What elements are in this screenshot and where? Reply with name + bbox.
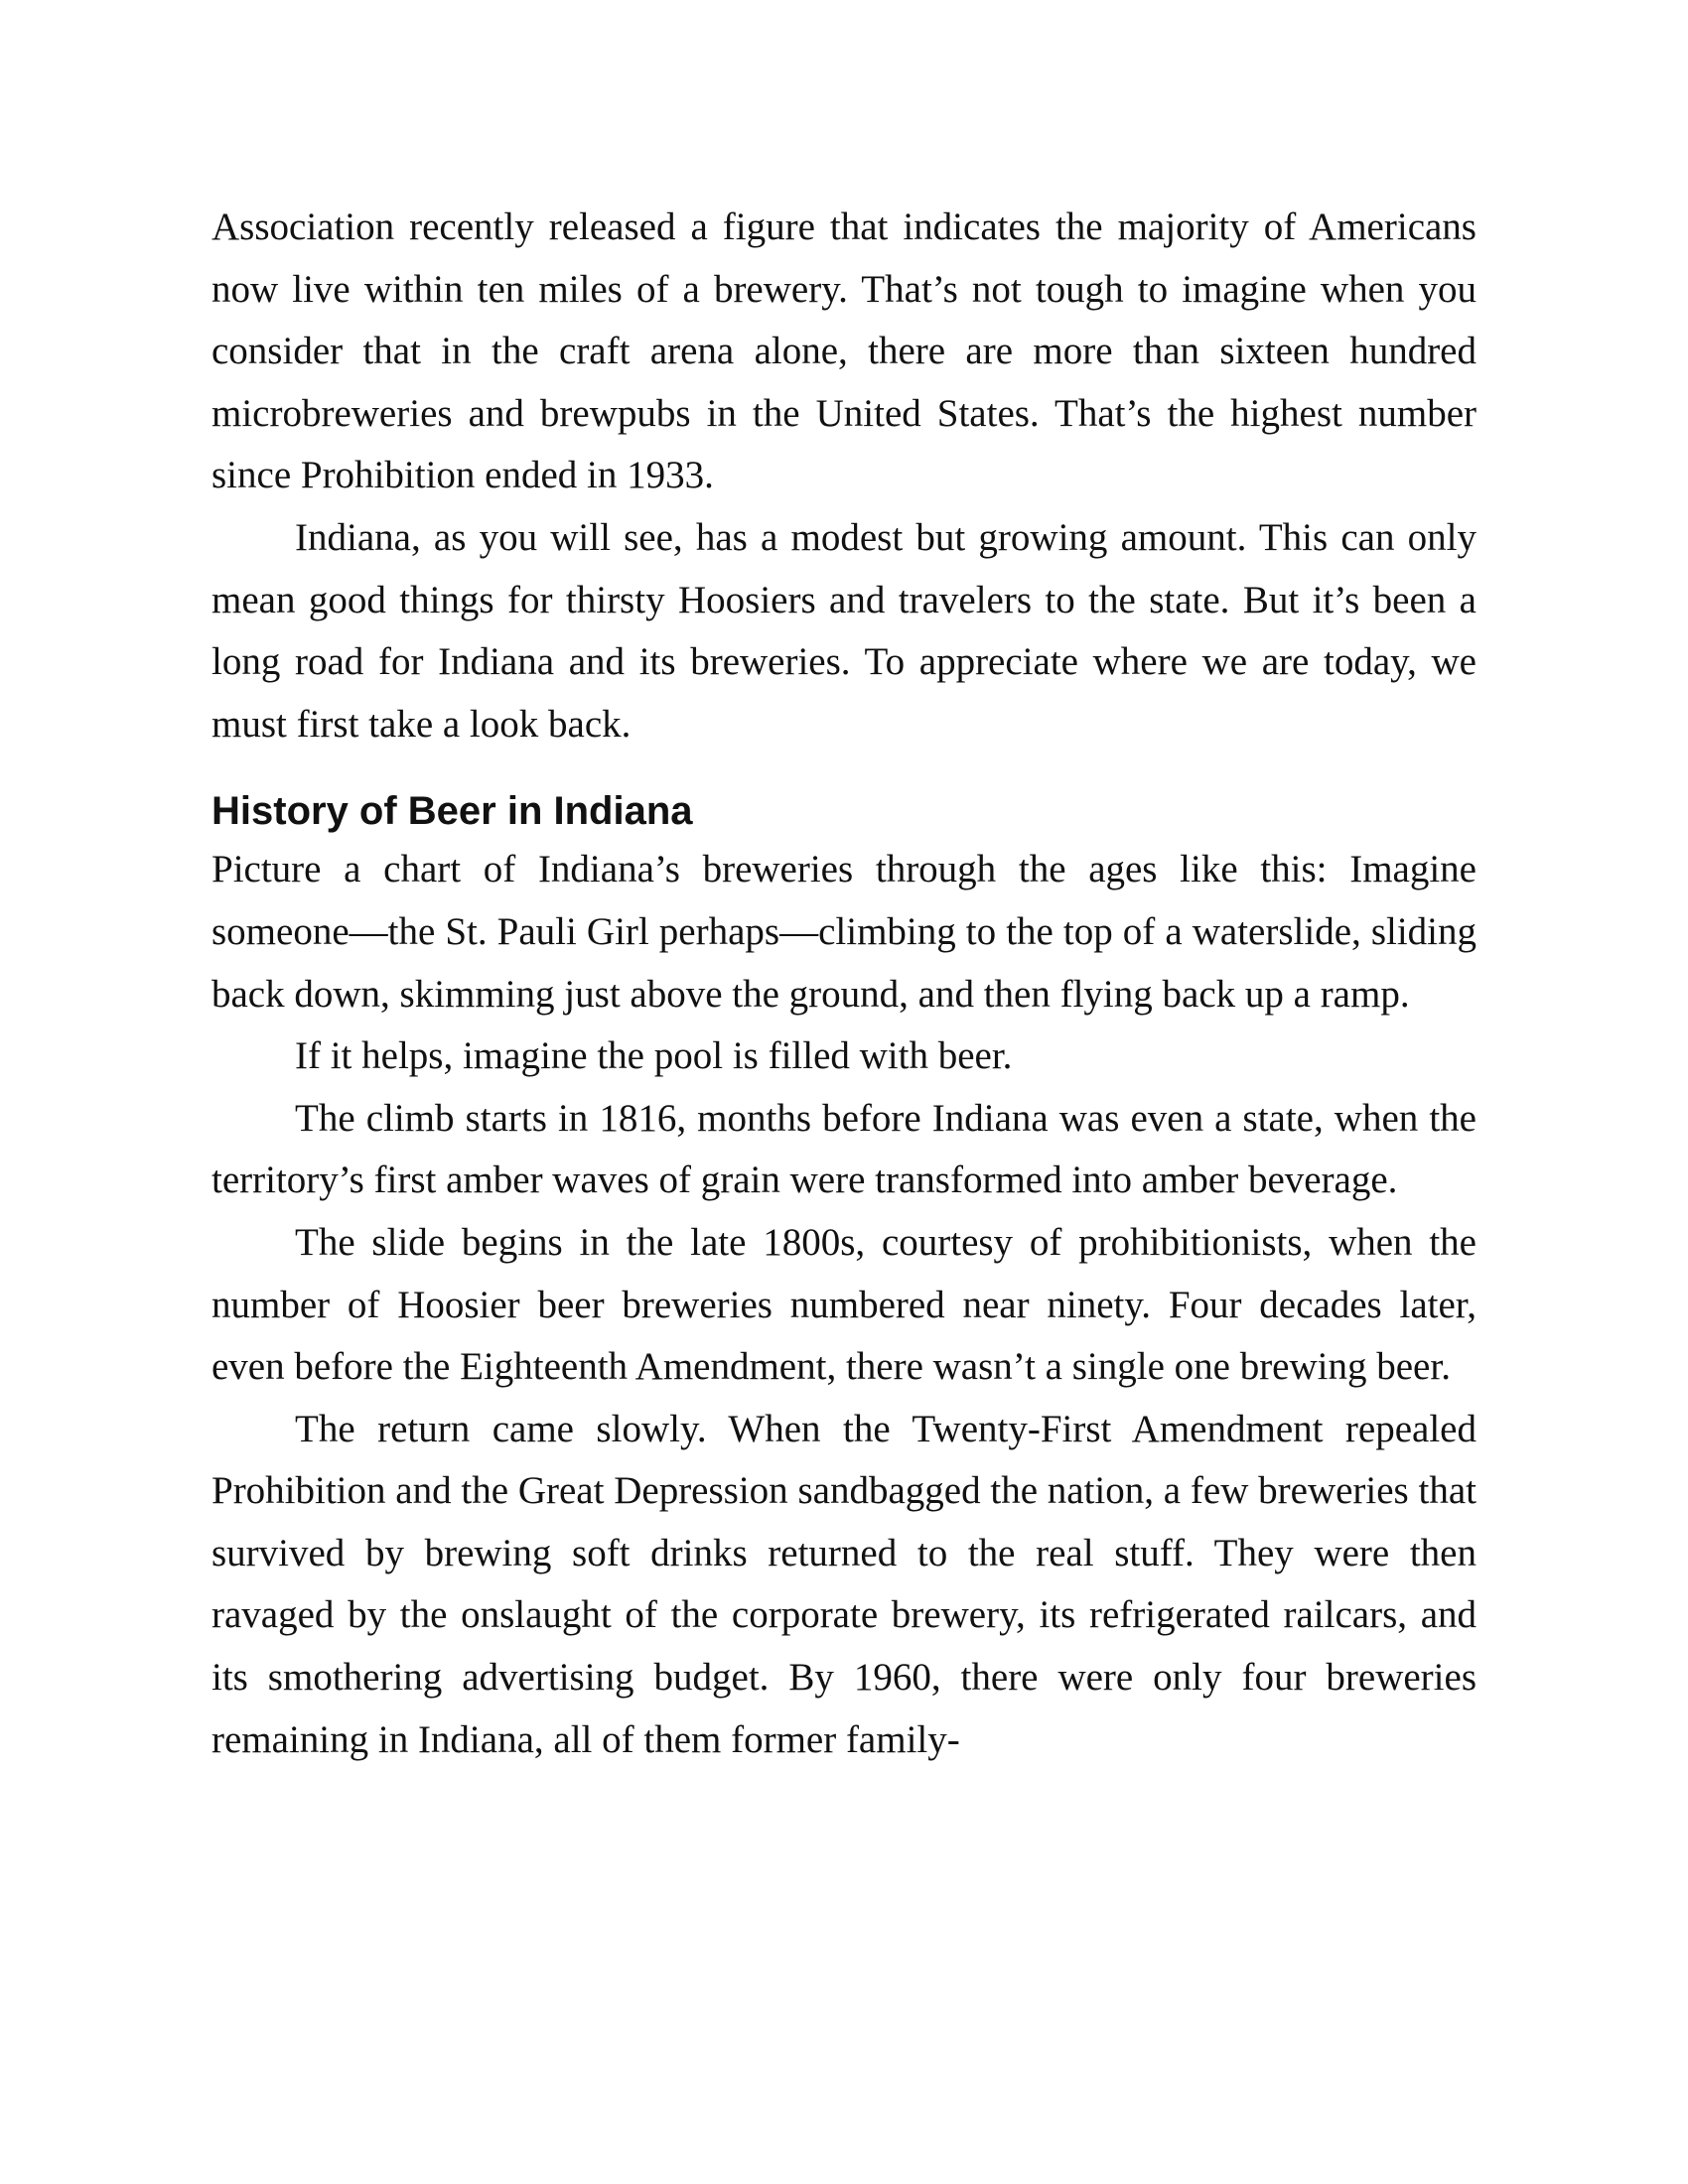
paragraph-waterslide: Picture a chart of Indiana’s breweries through the ages like this: Imagine someone—the St. Pauli Girl perhaps—climbing to the top of a waterslide, sliding back down, skimming just above the ground, and then flying back up a ramp. xyxy=(211,848,1477,1016)
paragraph-continued: Association recently released a figure that indicates the majority of Americans now live within ten miles of a brewery. That’s not tough to imagine when you consider that in the craft arena alone, there are more than sixteen hundred microbreweries and brewpubs in the United States. That’s the highest number since Prohibition ended in 1933. xyxy=(211,205,1477,497)
paragraph-return: The return came slowly. When the Twenty-First Amendment repealed Prohibition and the Great Depression sandbagged the nation, a few breweries that survived by brewing soft drinks returned to the real stuff. They were then ravaged by the onslaught of the corporate brewery, its refrigerated railcars, and its smothering advertising budget. By 1960, there were only four breweries remaining in Indiana, all of them former family- xyxy=(211,1407,1477,1761)
book-page xyxy=(211,197,1477,1771)
section-heading: History of Beer in Indiana xyxy=(211,789,693,834)
paragraph-slide: The slide begins in the late 1800s, courtesy of prohibitionists, when the number of Hoosier beer breweries numbered near ninety. Four decades later, even before the Eighteenth Amendment, there wasn’t a single one brewing beer. xyxy=(211,1220,1477,1389)
paragraph-climb: The climb starts in 1816, months before Indiana was even a state, when the territory’s first amber waves of grain were transformed into amber beverage. xyxy=(211,1096,1477,1202)
paragraph-pool: If it helps, imagine the pool is filled with beer. xyxy=(295,1034,1013,1078)
paragraph-indiana-growth: Indiana, as you will see, has a modest but growing amount. This can only mean good things for thirsty Hoosiers and travelers to the state. But it’s been a long road for Indiana and its breweries. To appreciate where we are today, we must first take a look back. xyxy=(211,515,1477,746)
